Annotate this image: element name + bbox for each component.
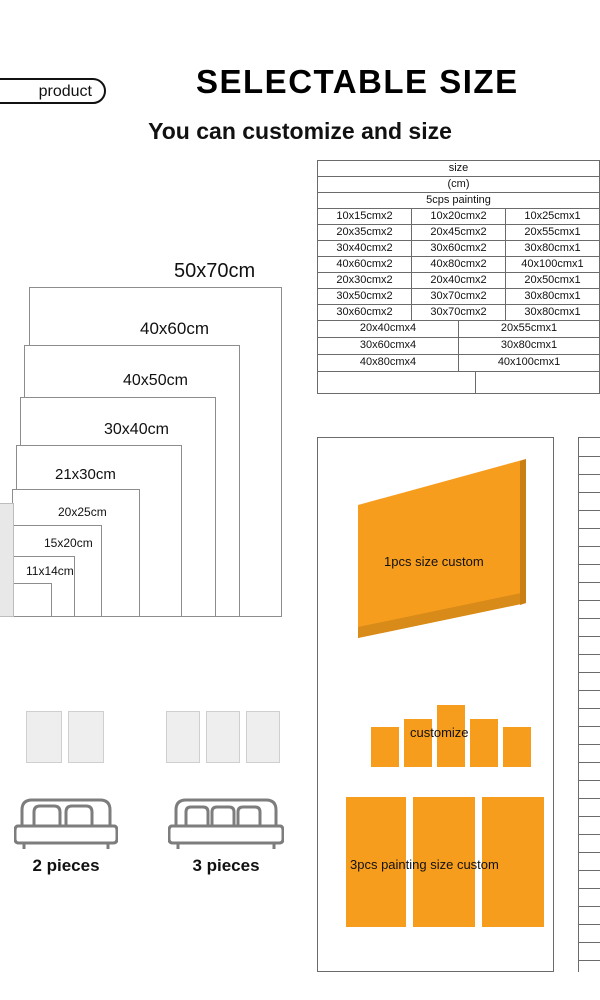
table-cell: 20x55cmx1 bbox=[459, 321, 600, 337]
size-label-30x40: 30x40cm bbox=[104, 421, 169, 438]
table-cell bbox=[476, 372, 600, 393]
table-cell: 30x80cmx1 bbox=[506, 289, 600, 304]
table-row bbox=[318, 289, 600, 305]
table-row bbox=[318, 257, 600, 273]
customize-panel bbox=[503, 727, 531, 767]
table-cell: 40x60cmx2 bbox=[318, 257, 412, 272]
sofa-2-seat-icon bbox=[14, 788, 118, 850]
size-label-15x20: 15x20cm bbox=[44, 536, 93, 550]
table-cell: 20x40cmx2 bbox=[412, 273, 506, 288]
panel-preview bbox=[68, 711, 104, 763]
size-label-40x60: 40x60cm bbox=[140, 319, 209, 338]
panel-preview bbox=[26, 711, 62, 763]
table-cell: 30x80cmx1 bbox=[459, 338, 600, 354]
table-cell: 40x80cmx2 bbox=[412, 257, 506, 272]
table-row bbox=[318, 177, 600, 193]
customize-panel bbox=[470, 719, 498, 767]
page-subtitle: You can customize and size bbox=[148, 118, 452, 144]
pieces-label-3: 3 pieces bbox=[192, 856, 260, 875]
table-row bbox=[318, 321, 600, 338]
product-badge: product bbox=[0, 78, 106, 104]
table-cell: 30x70cmx2 bbox=[412, 305, 506, 320]
left-grey-swatch bbox=[0, 503, 14, 617]
table-cell: 10x20cmx2 bbox=[412, 209, 506, 224]
pieces-label-2: 2 pieces bbox=[32, 856, 100, 875]
table-cell: 30x60cmx2 bbox=[318, 305, 412, 320]
table-cell: 30x40cmx2 bbox=[318, 241, 412, 256]
table-row bbox=[318, 305, 600, 321]
table-cell: 20x30cmx2 bbox=[318, 273, 412, 288]
table-row bbox=[318, 225, 600, 241]
table-row bbox=[318, 273, 600, 289]
table-row bbox=[318, 338, 600, 355]
table-cell: 20x50cmx1 bbox=[506, 273, 600, 288]
size-table-section: 5cps painting bbox=[318, 193, 600, 208]
table-row bbox=[318, 193, 600, 209]
pieces-section bbox=[0, 700, 310, 900]
size-label-40x50: 40x50cm bbox=[123, 372, 188, 389]
nested-size-diagram bbox=[0, 255, 300, 665]
table-row bbox=[318, 372, 600, 394]
size-table bbox=[317, 160, 600, 394]
table-cell: 20x55cmx1 bbox=[506, 225, 600, 240]
size-label-50x70: 50x70cm bbox=[174, 260, 256, 282]
size-table-title: size bbox=[318, 161, 600, 176]
table-cell: 20x40cmx4 bbox=[318, 321, 459, 337]
customize-panel bbox=[371, 727, 399, 767]
three-piece-custom-label: 3pcs painting size custom bbox=[350, 857, 499, 872]
panel-preview bbox=[166, 711, 200, 763]
sofa-3-seat-icon bbox=[168, 788, 284, 850]
table-cell: 40x100cmx1 bbox=[459, 355, 600, 371]
table-cell bbox=[318, 372, 476, 393]
table-row bbox=[318, 209, 600, 225]
panel-preview bbox=[246, 711, 280, 763]
page-header bbox=[0, 30, 600, 100]
table-cell: 10x25cmx1 bbox=[506, 209, 600, 224]
table-cell: 30x50cmx2 bbox=[318, 289, 412, 304]
one-piece-custom-label: 1pcs size custom bbox=[384, 554, 484, 569]
size-label-20x25: 20x25cm bbox=[58, 505, 107, 519]
size-table-unit: (cm) bbox=[318, 177, 600, 192]
table-cell: 40x80cmx4 bbox=[318, 355, 459, 371]
table-cell: 20x45cmx2 bbox=[412, 225, 506, 240]
table-cell: 30x80cmx1 bbox=[506, 241, 600, 256]
table-cell: 30x60cmx2 bbox=[412, 241, 506, 256]
table-row bbox=[318, 161, 600, 177]
size-label-11x14: 11x14cm bbox=[26, 564, 74, 578]
table-cell: 20x35cmx2 bbox=[318, 225, 412, 240]
ruler-strip bbox=[578, 437, 600, 972]
page-title: SELECTABLE SIZE bbox=[196, 63, 519, 100]
table-row bbox=[318, 355, 600, 372]
table-cell: 10x15cmx2 bbox=[318, 209, 412, 224]
table-cell: 40x100cmx1 bbox=[506, 257, 600, 272]
table-cell: 30x70cmx2 bbox=[412, 289, 506, 304]
size-label-21x30: 21x30cm bbox=[55, 466, 116, 483]
table-cell: 30x60cmx4 bbox=[318, 338, 459, 354]
customize-label: customize bbox=[410, 725, 469, 740]
table-cell: 30x80cmx1 bbox=[506, 305, 600, 320]
table-row bbox=[318, 241, 600, 257]
panel-preview bbox=[206, 711, 240, 763]
